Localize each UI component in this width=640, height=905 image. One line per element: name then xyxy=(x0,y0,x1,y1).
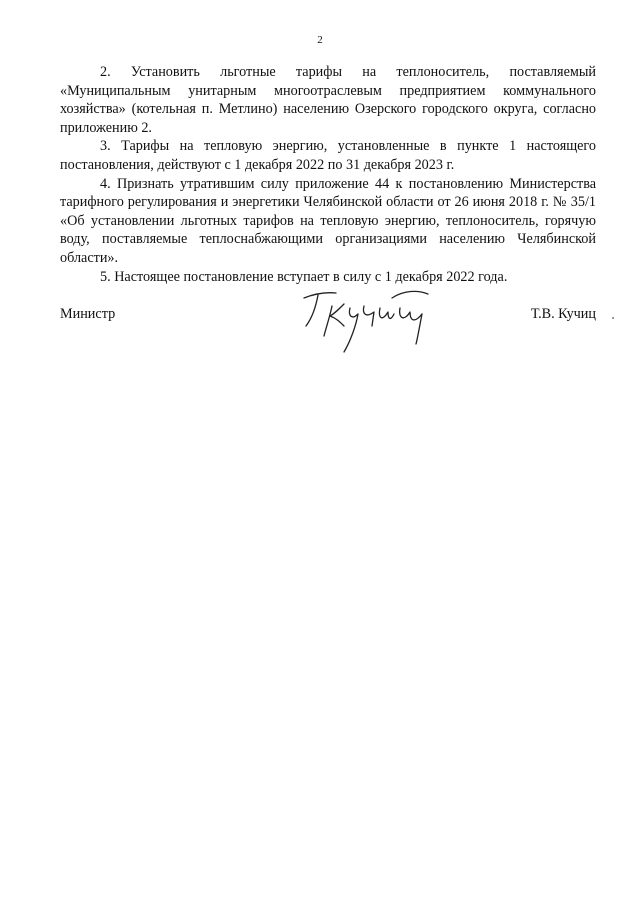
scan-speck xyxy=(612,317,614,319)
signatory-name: Т.В. Кучиц xyxy=(530,306,596,322)
paragraph-5: 5. Настоящее постановление вступает в силу с 1 декабря 2022 года. xyxy=(100,268,508,285)
paragraph-2: 2. Установить льготные тарифы на теплоноситель, поставляемый «Муниципальным унитарным многоотраслевым предприятием коммунального хозяйства» (котельная п. Метлино) населению Озерского городского округа, согласно приложению 2. xyxy=(60,64,596,136)
signatory-title: Министр xyxy=(60,306,116,322)
handwritten-signature xyxy=(296,284,432,356)
paragraph-4: 4. Признать утратившим силу приложение 44 к постановлению Министерства тарифного регулирования и энергетики Челябинской области от 26 июня 2018 г. № 35/1 «Об установлении льготных тарифов на тепловую энергию, теплоноситель, горячую воду, поставляемые теплоснабжающими организациями населению Челябинской области». xyxy=(60,175,596,266)
page-number: 2 xyxy=(317,34,323,46)
document-body xyxy=(60,63,596,286)
paragraph-3: 3. Тарифы на тепловую энергию, установленные в пункте 1 настоящего постановления, действуют с 1 декабря 2022 по 31 декабря 2023 г. xyxy=(60,138,596,173)
